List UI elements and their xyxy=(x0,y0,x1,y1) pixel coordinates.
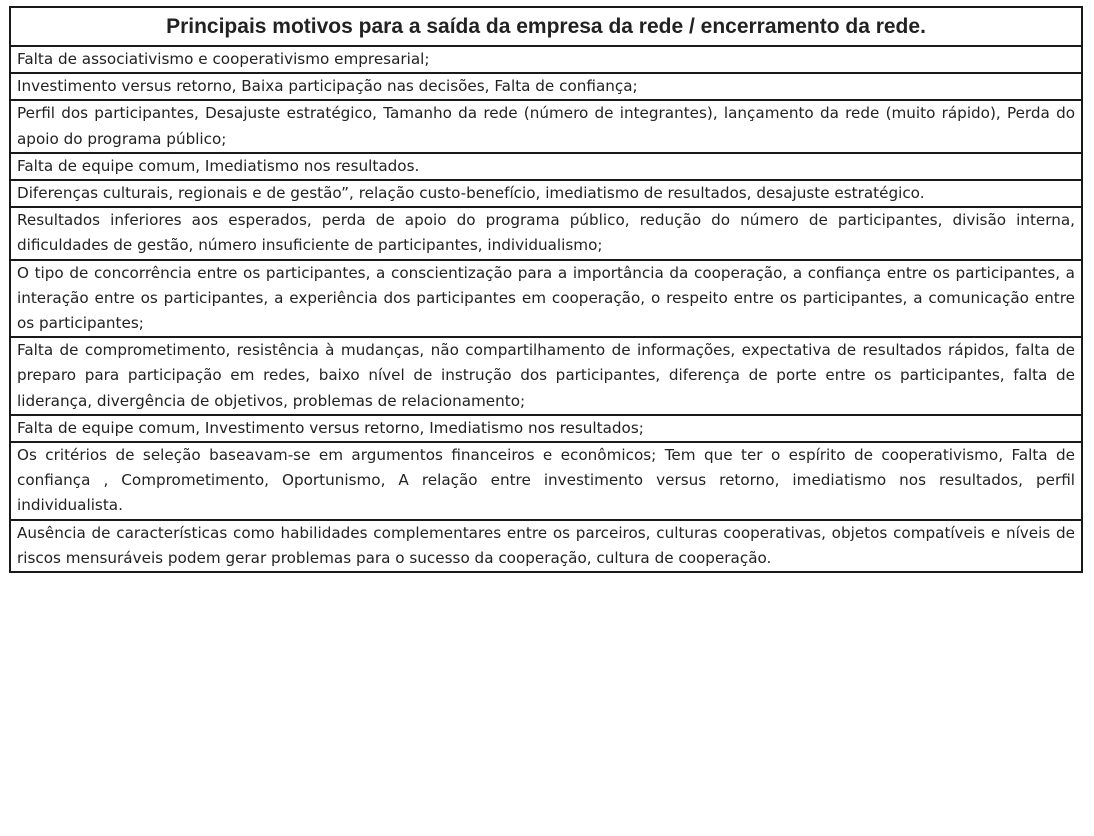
table-header: Principais motivos para a saída da empresa da rede / encerramento da rede. xyxy=(10,7,1082,46)
table-row xyxy=(10,337,1082,415)
table-cell: Os critérios de seleção baseavam-se em argumentos financeiros e econômicos; Tem que ter o espírito de cooperativismo, Falta de confiança , Comprometimento, Oportunismo, A relação entre investimento versus retorno, imediatismo nos resultados, perfil individualista. xyxy=(10,442,1082,520)
table-row xyxy=(10,442,1082,520)
table-row xyxy=(10,520,1082,572)
table-row xyxy=(10,415,1082,442)
table-cell: Falta de equipe comum, Imediatismo nos resultados. xyxy=(10,153,1082,180)
table-cell: Investimento versus retorno, Baixa participação nas decisões, Falta de confiança; xyxy=(10,73,1082,100)
table-row xyxy=(10,260,1082,338)
reasons-table-container xyxy=(9,6,1083,573)
table-row xyxy=(10,207,1082,259)
table-cell: Falta de associativismo e cooperativismo empresarial; xyxy=(10,46,1082,73)
table-row xyxy=(10,46,1082,73)
table-row xyxy=(10,180,1082,207)
table-header-row xyxy=(10,7,1082,46)
table-cell: Falta de equipe comum, Investimento versus retorno, Imediatismo nos resultados; xyxy=(10,415,1082,442)
table-row xyxy=(10,73,1082,100)
reasons-table xyxy=(9,6,1083,573)
table-row xyxy=(10,153,1082,180)
table-cell: O tipo de concorrência entre os participantes, a conscientização para a importância da cooperação, a confiança entre os participantes, a interação entre os participantes, a experiência dos participantes em cooperação, o respeito entre os participantes, a comunicação entre os participantes; xyxy=(10,260,1082,338)
table-cell: Ausência de características como habilidades complementares entre os parceiros, culturas cooperativas, objetos compatíveis e níveis de riscos mensuráveis podem gerar problemas para o sucesso da cooperação, cultura de cooperação. xyxy=(10,520,1082,572)
table-cell: Diferenças culturais, regionais e de gestão”, relação custo-benefício, imediatismo de resultados, desajuste estratégico. xyxy=(10,180,1082,207)
table-cell: Perfil dos participantes, Desajuste estratégico, Tamanho da rede (número de integrantes), lançamento da rede (muito rápido), Perda do apoio do programa público; xyxy=(10,100,1082,152)
table-cell: Resultados inferiores aos esperados, perda de apoio do programa público, redução do número de participantes, divisão interna, dificuldades de gestão, número insuficiente de participantes, individualismo; xyxy=(10,207,1082,259)
table-row xyxy=(10,100,1082,152)
table-cell: Falta de comprometimento, resistência à mudanças, não compartilhamento de informações, expectativa de resultados rápidos, falta de preparo para participação em redes, baixo nível de instrução dos participantes, diferença de porte entre os participantes, falta de liderança, divergência de objetivos, problemas de relacionamento; xyxy=(10,337,1082,415)
